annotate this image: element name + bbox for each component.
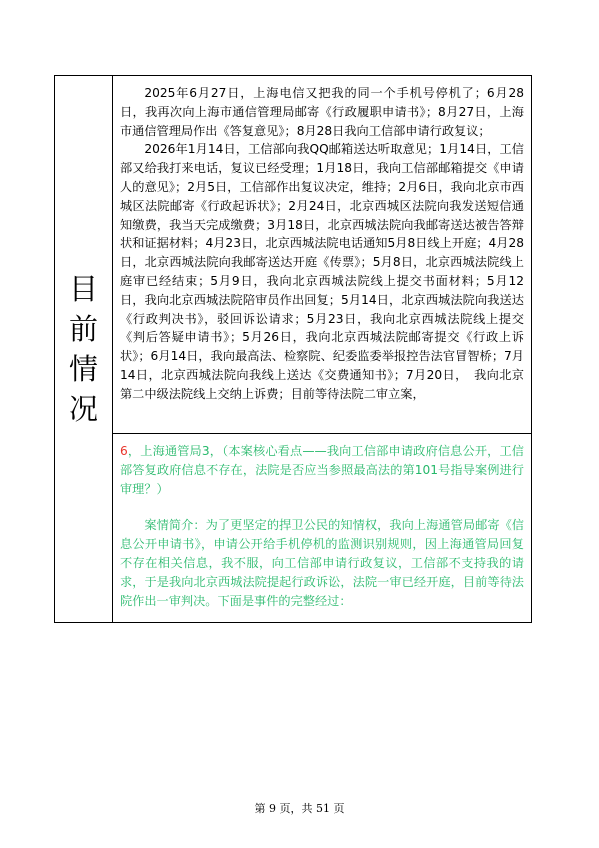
case-6-number: 6 [120, 444, 128, 458]
current-status-section [113, 76, 531, 434]
row-label-cell [55, 76, 113, 622]
content-cell [113, 76, 531, 622]
case-6-summary: 案情简介：为了更坚定的捍卫公民的知情权，我向上海通管局邮寄《信息公开申请书》，申请公开给手机停机的监测识别规则，因上海通管局回复不存在相关信息，我不服，向工信部申请行政复议，工信部不支持我的请求，于是我向北京西城法院提起行政诉讼，法院一审已经开庭，目前等待法院作出一审判决。下面是事件的完整经过： [120, 518, 524, 608]
status-paragraph-2: 2026年1月14日，工信部向我QQ邮箱送达听取意见；1月14日，工信部又给我打来电话，复议已经受理；1月18日，我向工信部邮箱提交《申请人的意见》；2月5日，工信部作出复议决定，维持；2月6日，我向北京市西城区法院邮寄《行政起诉状》；2月24日，北京西城区法院向我发送短信通知缴费，我当天完成缴费；3月18日，北京西城法院向我邮寄送达被告答辩状和证据材料；4月23日，北京西城法院电话通知5月8日线上开庭；4月28日，北京西城法院向我邮寄送达开庭《传票》；5月8日，北京西城法院线上庭审已经结束；5月9日，我向北京西城法院线上提交书面材料；5月12日，我向北京西城法院陪审员作出回复；5月14日，北京西城法院向我送达《行政判决书》，驳回诉讼请求；5月23日，我向北京西城法院线上提交《判后答疑申请书》；5月26日，我向北京西城法院邮寄提交《行政上诉状》；6月14日，我向最高法、检察院、纪委监委举报控告法官冒智桥；7月14日，北京西城法院向我线上送达《交费通知书》；7月20日， 我向北京第二中级法院线上交纳上诉费；目前等待法院二审立案， [120, 142, 524, 401]
spacer [120, 498, 524, 516]
case-6-title-text: ，上海通管局3，（本案核心看点——我向工信部申请政府信息公开，工信部答复政府信息不存在，法院是否应当参照最高法的第101号指导案例进行审理？） [120, 444, 524, 496]
document-table [54, 75, 532, 623]
case-6-section [113, 434, 531, 622]
case-6-title [120, 442, 524, 498]
page-footer: 第 9 页，共 51 页 [254, 802, 345, 815]
row-label: 目前情况 [68, 272, 98, 426]
status-paragraph-1: 2025年6月27日，上海电信又把我的同一个手机号停机了；6月28日，我再次向上海市通信管理局邮寄《行政履职申请书》；8月27日，上海市通信管理局作出《答复意见》；8月28日我向工信部申请行政复议； [120, 86, 524, 138]
